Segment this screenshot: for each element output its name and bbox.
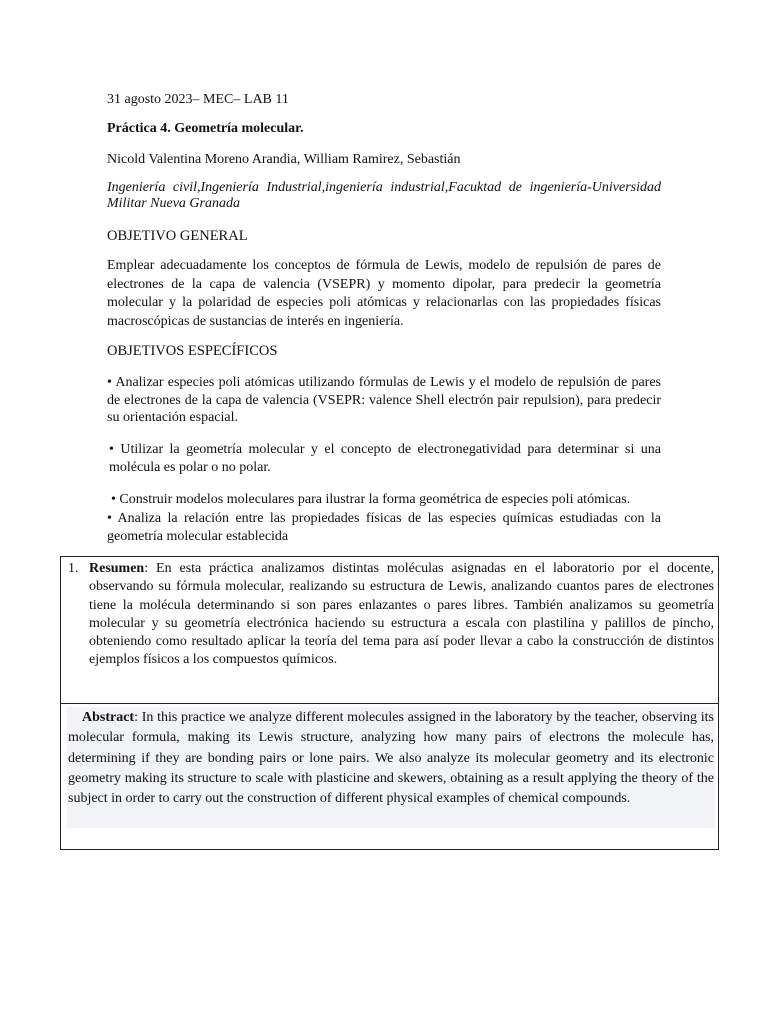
specific-objectives-heading: OBJETIVOS ESPECÍFICOS <box>107 343 278 359</box>
abstract-cell <box>68 708 714 809</box>
summary-table <box>60 556 719 850</box>
affiliation: Ingeniería civil,Ingeniería Industrial,ingeniería industrial,Facuktad de ingeniería-Universidad Militar Nueva Granada <box>107 180 661 211</box>
specific-objective-item: • Analiza la relación entre las propiedades físicas de las especies químicas estudiadas con la geometría molecular establecida <box>107 511 661 544</box>
summary-label: Resumen <box>89 561 145 576</box>
summary-number: 1. <box>68 561 79 576</box>
table-divider <box>61 703 718 704</box>
general-objective-heading: OBJETIVO GENERAL <box>107 228 248 244</box>
abstract-label: Abstract <box>82 710 135 725</box>
specific-objective-item: • Utilizar la geometría molecular y el concepto de electronegatividad para determinar si una molécula es polar o no polar. <box>109 442 661 475</box>
date-line: 31 agosto 2023– MEC– LAB 11 <box>107 92 289 107</box>
specific-objective-item: • Analizar especies poli atómicas utilizando fórmulas de Lewis y el modelo de repulsión de pares de electrones de la capa de valencia (VSEPR: valence Shell electrón pair repulsion), para predecir su orientación espacial. <box>107 375 661 425</box>
general-objective-text: Emplear adecuadamente los conceptos de fórmula de Lewis, modelo de repulsión de pares de electrones de la capa de valencia (VSEPR) y momento dipolar, para predecir la geometría molecular y la polaridad de especies poli atómicas y relacionarlas con las propiedades físicas macroscópicas de sustancias de interés en ingeniería. <box>107 258 661 329</box>
specific-objective-item: • Construir modelos moleculares para ilustrar la forma geométrica de especies poli atómicas. <box>111 492 631 507</box>
summary-text: : En esta práctica analizamos distintas moléculas asignadas en el laboratorio por el docente, observando su fórmula molecular, realizando su estructura de Lewis, analizando cuantos pares de electrones tiene la molécula determinando si son pares enlazantes o pares libres. También analizamos su geometría molecular y su geometría electrónica haciendo su estructura a escala con plastilina y palillos de pincho, obteniendo como resultado aplicar la teoría del tema para así poder llevar a cabo la construcción de distintos ejemplos físicos a los compuestos químicos. <box>89 561 714 668</box>
summary-cell <box>68 560 714 670</box>
practice-title: Práctica 4. Geometría molecular. <box>107 121 304 136</box>
abstract-text: : In this practice we analyze different molecules assigned in the laboratory by the teacher, observing its molecular formula, making its Lewis structure, analyzing how many pairs of electrons the molecule has, determining if they are bonding pairs or lone pairs. We also analyze its molecular geometry and its electronic geometry making its structure to scale with plasticine and skewers, obtaining as a result applying the theory of the subject in order to carry out the construction of different physical examples of chemical compounds. <box>68 710 714 807</box>
authors: Nicold Valentina Moreno Arandia, William Ramirez, Sebastián <box>107 152 461 167</box>
